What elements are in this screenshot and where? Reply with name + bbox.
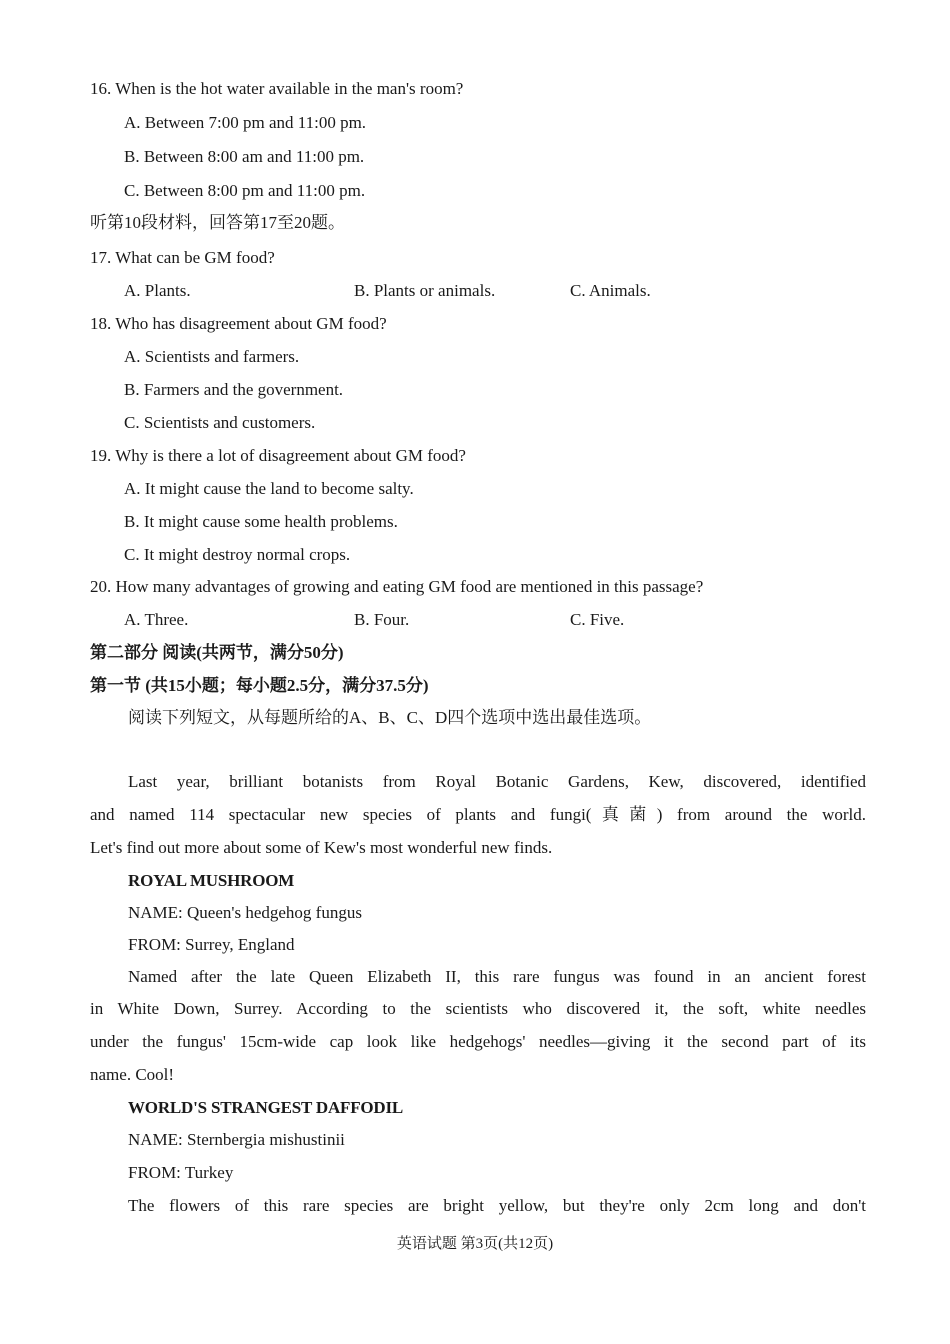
question-19-option-c: C. It might destroy normal crops. [124, 545, 351, 564]
question-17-option-c: C. Animals. [570, 281, 651, 300]
passage-intro-line-3: Let's find out more about some of Kew's most wonderful new finds. [90, 838, 553, 857]
section-one-heading: 第一节 (共15小题；每小题2.5分，满分37.5分) [90, 676, 429, 695]
daffodil-line-1: The flowers of this rare species are bright yellow, but they're only 2cm long and don't [128, 1196, 866, 1215]
royal-mushroom-line-1: Named after the late Queen Elizabeth II, this rare fungus was found in an ancient forest [128, 967, 866, 986]
question-19-option-b: B. It might cause some health problems. [124, 512, 398, 531]
daffodil-heading: WORLD'S STRANGEST DAFFODIL [128, 1098, 404, 1117]
question-20-option-a: A. Three. [124, 610, 189, 629]
question-17-option-b: B. Plants or animals. [354, 281, 496, 300]
reading-instruction: 阅读下列短文，从每题所给的A、B、C、D四个选项中选出最佳选项。 [128, 708, 652, 727]
royal-mushroom-heading: ROYAL MUSHROOM [128, 871, 295, 890]
question-18-option-a: A. Scientists and farmers. [124, 347, 300, 366]
passage-intro-line-2: and named 114 spectacular new species of plants and fungi(真菌) from around the world. [90, 805, 866, 824]
page-footer: 英语试题 第3页(共12页) [396, 1236, 554, 1252]
question-20-option-c: C. Five. [570, 610, 625, 629]
question-17-stem: 17. What can be GM food? [90, 248, 275, 267]
question-16-option-b: B. Between 8:00 am and 11:00 pm. [124, 147, 365, 166]
question-16-option-c: C. Between 8:00 pm and 11:00 pm. [124, 181, 366, 200]
daffodil-from: FROM: Turkey [128, 1163, 234, 1182]
royal-mushroom-name: NAME: Queen's hedgehog fungus [128, 903, 362, 922]
royal-mushroom-from: FROM: Surrey, England [128, 935, 295, 954]
question-18-stem: 18. Who has disagreement about GM food? [90, 314, 387, 333]
question-20-option-b: B. Four. [354, 610, 410, 629]
question-16-option-a: A. Between 7:00 pm and 11:00 pm. [124, 113, 367, 132]
question-17-option-a: A. Plants. [124, 281, 191, 300]
passage-intro-line-1: Last year, brilliant botanists from Royal Botanic Gardens, Kew, discovered, identified [128, 772, 866, 791]
question-16-stem: 16. When is the hot water available in the man's room? [90, 79, 464, 98]
question-19-option-a: A. It might cause the land to become salty. [124, 479, 414, 498]
part-two-heading: 第二部分 阅读(共两节，满分50分) [90, 643, 344, 662]
question-18-option-b: B. Farmers and the government. [124, 380, 344, 399]
listening-instruction: 听第10段材料，回答第17至20题。 [90, 213, 345, 232]
royal-mushroom-line-2: in White Down, Surrey. According to the scientists who discovered it, the soft, white needles [90, 999, 866, 1018]
question-20-stem: 20. How many advantages of growing and eating GM food are mentioned in this passage? [90, 577, 704, 596]
royal-mushroom-line-3: under the fungus' 15cm-wide cap look like hedgehogs' needles—giving it the second part of its [90, 1032, 866, 1051]
question-18-option-c: C. Scientists and customers. [124, 413, 316, 432]
royal-mushroom-line-4: name. Cool! [90, 1065, 175, 1084]
question-19-stem: 19. Why is there a lot of disagreement about GM food? [90, 446, 466, 465]
daffodil-name: NAME: Sternbergia mishustinii [128, 1130, 345, 1149]
